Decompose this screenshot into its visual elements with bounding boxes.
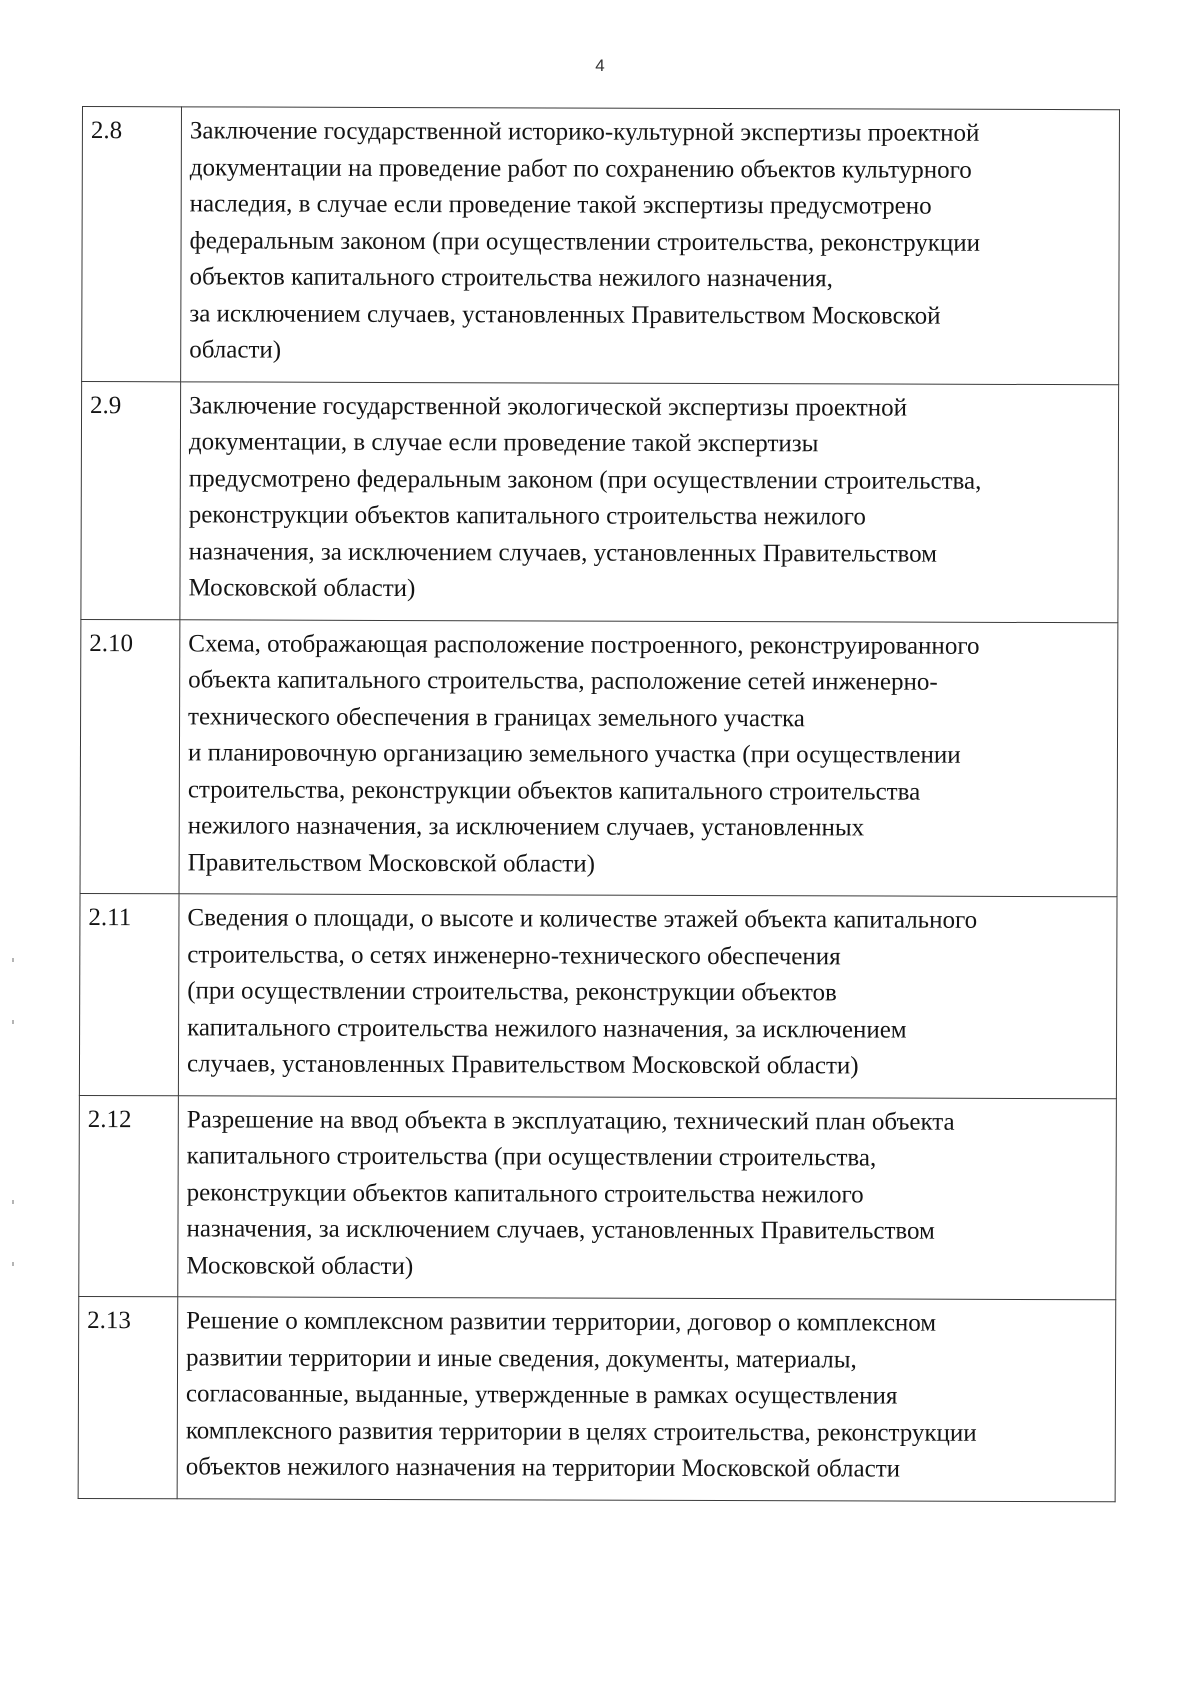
row-number: 2.8 [82, 107, 182, 382]
scan-mark [12, 1020, 14, 1024]
scan-mark [12, 958, 14, 962]
row-number: 2.13 [78, 1296, 178, 1498]
row-text-cell [178, 1095, 1117, 1299]
table-row [79, 893, 1117, 1098]
row-number: 2.10 [80, 619, 180, 894]
table-row [79, 1095, 1117, 1300]
table-row [80, 619, 1118, 897]
row-text: Решение о комплексном развитии территории, договор о комплексном развитии территории и иные сведения, документы, материалы, согласованные, выданные, утвержденные в рамках осуществления комплексного развития территории в целях строительства, реконструкции объектов нежилого назначения на территории Московской области [185, 1307, 977, 1483]
row-number: 2.11 [79, 893, 179, 1095]
table-row [82, 107, 1120, 385]
document-table [78, 106, 1120, 1502]
row-text: Разрешение на ввод объекта в эксплуатацию, технический план объекта капитального строительства (при осуществлении строительства, реконструкции объектов капитального строительства нежилого назначения, за исключением случаев, установленных Правительством Московской области) [186, 1105, 955, 1280]
row-text-cell [181, 107, 1120, 384]
row-number: 2.12 [79, 1095, 179, 1297]
page-number: 4 [595, 56, 605, 75]
row-text: Заключение государственной экологической экспертизы проектной документации, в случае если проведение такой экспертизы предусмотрено федеральным законом (при осуществлении строительства, реконструкции объектов капитального строительства нежилого назначения, за исключением случаев, установленных Правительством Московской области) [188, 391, 982, 603]
row-text-cell [180, 381, 1119, 622]
table-row [81, 381, 1119, 622]
row-text-cell [179, 619, 1118, 896]
row-text: Схема, отображающая расположение построенного, реконструированного объекта капитального строительства, расположение сетей инженерно- технического обеспечения в границах земельного участка и планировочную организацию земельного участка (при осуществлении строительства, реконструкции объектов капитального строительства нежилого назначения, за исключением случаев, установленных Правительством Московской области) [187, 629, 980, 878]
row-text: Сведения о площади, о высоте и количестве этажей объекта капитального строительства, о сетях инженерно-технического обеспечения (при осуществлении строительства, реконструкции объектов капитального строительства нежилого назначения, за исключением случаев, установленных Правительством Московской области) [186, 904, 978, 1080]
row-number: 2.9 [81, 381, 181, 619]
row-text-cell [177, 1297, 1116, 1501]
row-text: Заключение государственной историко-культурной экспертизы проектной документации на проведение работ по сохранению объектов культурного наследия, в случае если проведение такой экспертизы предусмотрено федеральным законом (при осуществлении строительства, реконструкции объектов капитального строительства нежилого назначения, за исключением случаев, установленных Правительством Московской области) [189, 117, 981, 364]
scan-mark [12, 1262, 14, 1266]
scan-mark [12, 1200, 14, 1204]
table-row [78, 1296, 1116, 1501]
row-text-cell [178, 894, 1117, 1098]
